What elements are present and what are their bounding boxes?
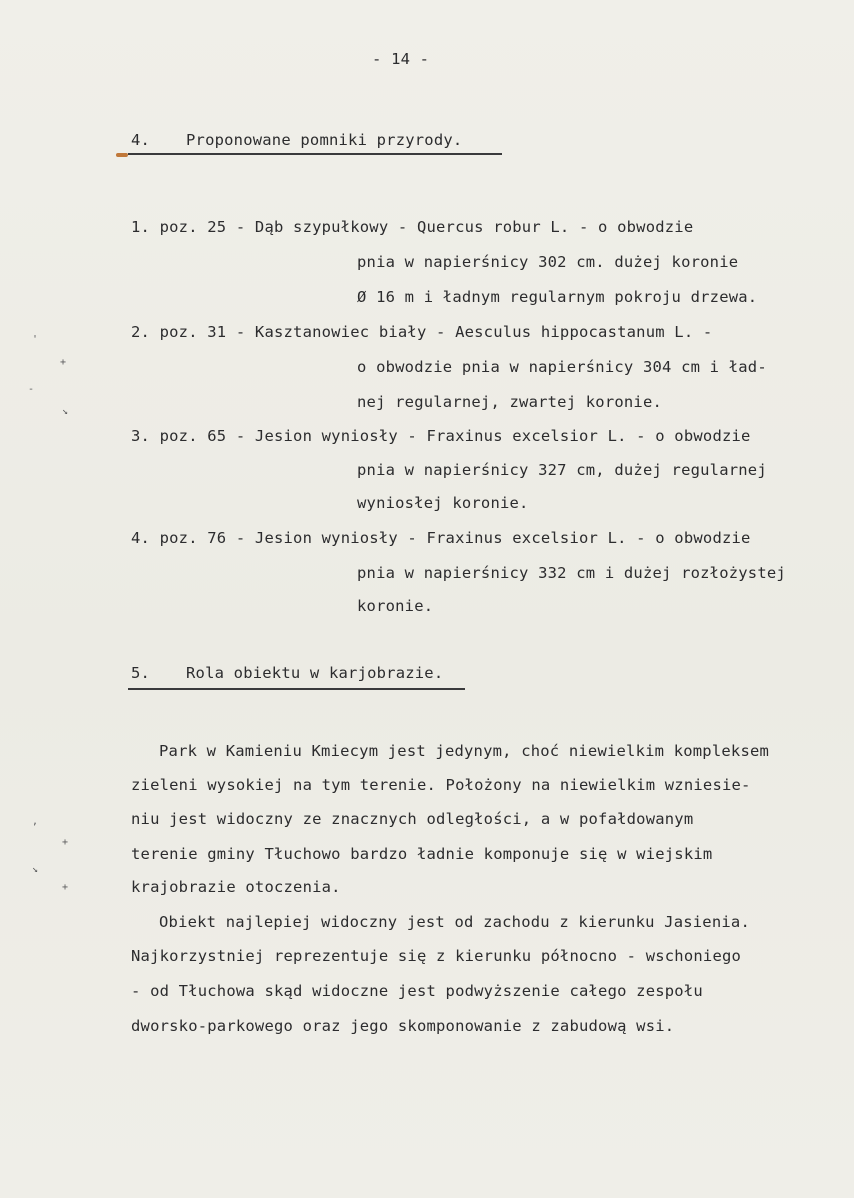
paragraph-1-line-2: zieleni wysokiej na tym terenie. Położony na niewielkim wzniesie- — [131, 776, 751, 794]
paragraph-1-line-5: krajobrazie otoczenia. — [131, 878, 341, 896]
item-2-line-1: 2. poz. 31 - Kasztanowiec biały - Aesculus hippocastanum L. - — [131, 323, 713, 341]
item-1-line-2: pnia w napierśnicy 302 cm. dużej koronie — [357, 253, 739, 271]
section-5-title: Rola obiektu w karjobrazie. — [186, 664, 444, 682]
margin-marker — [116, 153, 128, 157]
paragraph-1-line-4: terenie gminy Tłuchowo bardzo ładnie komponuje się w wiejskim — [131, 845, 713, 863]
section-4-number: 4. — [131, 131, 151, 149]
item-3-line-2: pnia w napierśnicy 327 cm, dużej regularnej — [357, 461, 767, 479]
paragraph-1-line-3: niu jest widoczny ze znacznych odległości, a w pofałdowanym — [131, 810, 694, 828]
paragraph-2-line-4: dworsko-parkowego oraz jego skomponowanie z zabudową wsi. — [131, 1017, 675, 1035]
item-1-line-1: 1. poz. 25 - Dąb szypułkowy - Quercus robur L. - o obwodzie — [131, 218, 694, 236]
scan-tick-mark: + — [62, 837, 69, 848]
scan-tick-mark: ↘ — [62, 406, 69, 417]
section-4-title: Proponowane pomniki przyrody. — [186, 131, 463, 149]
paragraph-2-line-2: Najkorzystniej reprezentuje się z kierunku północno - wschoniego — [131, 947, 742, 965]
item-1-line-3: Ø 16 m i ładnym regularnym pokroju drzewa. — [357, 288, 758, 306]
item-2-line-3: nej regularnej, zwartej koronie. — [357, 393, 663, 411]
paragraph-2-line-3: - od Tłuchowa skąd widoczne jest podwyższenie całego zespołu — [131, 982, 703, 1000]
item-4-line-3: koronie. — [357, 597, 434, 615]
scan-tick-mark: - — [28, 384, 35, 395]
scan-tick-mark: , — [32, 816, 39, 827]
scan-tick-mark: + — [60, 357, 67, 368]
paragraph-1-line-1: Park w Kamieniu Kmiecym jest jedynym, choć niewielkim kompleksem — [159, 742, 770, 760]
item-3-line-3: wyniosłej koronie. — [357, 494, 529, 512]
section-4-underline — [128, 153, 502, 155]
item-4-line-2: pnia w napierśnicy 332 cm i dużej rozłożystej — [357, 564, 786, 582]
paragraph-2-line-1: Obiekt najlepiej widoczny jest od zachodu z kierunku Jasienia. — [159, 913, 750, 931]
scan-tick-mark: + — [62, 882, 69, 893]
item-2-line-2: o obwodzie pnia w napierśnicy 304 cm i ład- — [357, 358, 767, 376]
section-5-number: 5. — [131, 664, 151, 682]
scan-tick-mark: ↘ — [32, 864, 39, 875]
page-number: - 14 - — [372, 50, 430, 68]
scan-tick-mark: ' — [32, 334, 39, 345]
section-5-underline — [128, 688, 465, 690]
item-4-line-1: 4. poz. 76 - Jesion wyniosły - Fraxinus excelsior L. - o obwodzie — [131, 529, 751, 547]
item-3-line-1: 3. poz. 65 - Jesion wyniosły - Fraxinus excelsior L. - o obwodzie — [131, 427, 751, 445]
